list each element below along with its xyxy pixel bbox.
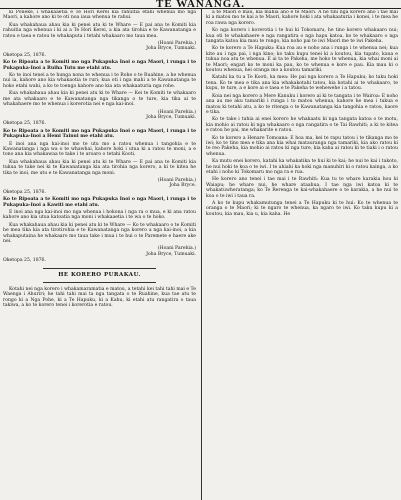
report-title: Ko te Ripoata a te Komiti mo nga Pukapuka Inoi o nga Maori, i runga i te Pukapuka-Inoi a Ruiha Tutu me etahi atu. <box>3 60 196 71</box>
article-paragraph: Kua whakahaua ahau kia ki penei atu ki te Whare — E pai ana te Komiti kia rahuitia nga whenua i ki ai a Te Hori Kerei, a kia ata tirohia e te Kawanatanga e ratou e taea e ratou te whakaputa i tetahi whakaaro mo taua mea. <box>3 22 196 39</box>
article-paragraph: Katahi ka tu a Te Kooti, ka mea: He pai nga korero a Te Hapuku; ko taku hoki tena. Ko te mea e tika ana kia whakakotahi tatou, kia kotahi ai te whakaaro, te kupu, te ture, a e kore ai e taea e te Pakeha te wehewehe i a tatou. <box>206 75 398 92</box>
signature: (Hoani Parehia.) <box>157 109 196 115</box>
signature: (Hoani Parehia.) <box>157 246 196 252</box>
dateline: Oketopa 25, 1876. <box>3 121 46 127</box>
signature: (Hoani Parehia.) <box>157 177 196 183</box>
article-paragraph: Ko te inoi tenei a te hunga nona te whenua i te Rohe o te Ruahine, a he whenua nui ia, kahore ano kia whakaotia te ruri; kua oti i nga mahi a te Kawanatanga te hoko etahi wahi, a ko te toenga kahore ano kia ata whakaaturia nga rohe. <box>3 73 196 89</box>
masthead: TE WANANGA. <box>0 0 401 9</box>
article-paragraph: E inoi ana nga kai-inoi mo nga whenua i hokona i nga ra o mua, e ki ana ratou kahore ano kia utua katoatia nga moni i whakaaetia i te wa o te hoko. <box>3 210 196 221</box>
signature: Joha Bryce, Tumuaki. <box>146 46 196 52</box>
section-rule <box>43 268 156 269</box>
article-paragraph: Ko nga korero i korerotia i te hui ki Tokomaru, he tino korero whakaaro nui; kua oti te whakahaere e nga rangatira o nga hapu katoa, ko te whakaaro o nga tangata katoa kia mau te rongo, kia noho pai te iwi Maori me te iwi Pakeha. <box>206 28 398 45</box>
section-heading: HE KORERO PURAKAU. <box>58 271 141 278</box>
right-column <box>206 10 398 500</box>
left-column <box>3 10 196 500</box>
article-paragraph: Kua whakahaua ahau kia ki penei atu ki te Whare — Kei te Komiti te whakaaro me ata whakaaro e te Kawanatanga nga tikanga o te ture, kia tika ai te whakahaere mo te whenua i korerotia nei e nga kai-inoi. <box>3 91 196 108</box>
article-paragraph: Koia nei nga korero a Mere Kanuku i korero ai ki te tangata i te Wairoa: E noho ana au me aku tamariki i runga i to matou whenua, kahore he mea i tukua e matou ki tetahi atu, a ko te ritenga o te Kawanatanga kia tangohia e ratou, kaore e tika. <box>206 93 398 115</box>
article-paragraph: Ko te korero a Te Hapuku: Kua roa au e noho ana i runga i te whenua nei; kua kite au i nga pai, i nga kino; ko taku kupu tenei ki a koutou, kia tupato, kaua e tukua noa atu te whenua. E ai ta te Pakeha, me hoko te whenua, kia whai moni ai te Maori; engari ko te moni ka pau, ko te whenua e kore e pau. Kia mau ki o koutou whenua, hei oranga mo a koutou tamariki. <box>206 46 398 74</box>
article-paragraph: Kua whakahaua ahau kia ki penei atu ki te Whare — Ko te whakaaro o te Komiti he mea tika kia ata tirotirohia e te Kawanatanga nga korero a nga kai-inoi, a kia whakaputaina he whakaaro mo taua take i mua i te hui o te Paremete e haere ake nei. <box>3 222 196 245</box>
column-divider <box>201 9 202 500</box>
article-paragraph: ki Poneke, i whakaaetia e Te Hori Kerei kia rahuitia etahi whenua mo nga Maori, a kahore ano ki te oti noa iaua whenua te rahui. <box>3 10 196 21</box>
article-paragraph: E inoi ana nga kai-inoi mo te utu mo a ratou whenua i tangohia e te Kawanatanga i nga wa o te whawhai, kahore hoki i utua ki a ratou te moni, a e tono ana kia whakawaa te take i te aroaro o tetahi Kooti. <box>3 141 196 158</box>
dateline: Oketopa 25, 1876. <box>3 52 46 58</box>
article-paragraph: A ko te kupu whakamutunga tenei a Te Hapuku ki te hui: Ko te whenua te oranga o te Maori; ki te ngaro te whenua, ka ngaro te iwi. Ko taku kupu ki a koutou, kia mau, kia u, kia kaha. He <box>206 201 398 217</box>
article-paragraph: a te Maori e mau, kia mahia ano e te Maori. A he tini nga korero ano i tae mai ki a matou mo te kai a te Maori, kahore hoki i ata whakaaturia i konei, i te mea he roa rawa nga korero. <box>206 10 398 26</box>
article-paragraph: Ka mutu enei korero, katahi ka whakatika te hui ki te kai; he nui te kai i takoto, he nui hoki te koa o te iwi. I te ahiahi ka hoki nga manuhiri ki o ratou kainga, a ko etahi i noho ki Tokomaru mo nga ra e rua. <box>206 159 398 175</box>
section-rule <box>43 282 156 283</box>
signature: (Hoani Parehia.) <box>157 41 196 47</box>
signature: Joha Bryce, Tumuaki. <box>146 251 196 257</box>
article-paragraph: Kua whakahaua ahau kia ki penei atu ki te Whare — E pai ana te Komiti kia tukua te take nei ki te Kawanatanga kia ata tirohia nga korero, a ki te kitea he tika te inoi, me utu e te Kawanatanga nga moni. <box>3 159 196 176</box>
signature: Joha Bryce, Tumuaki. <box>146 114 196 120</box>
article-paragraph: Kotahi nei nga korero i whakamaramatia e matou, a tetahi kei tahi tahi mai e Te Waenga i Ahuriri; he tahi tahi mai ta nga tangata o te Ruahine, kua tae atu te rongo ki a Nga Pohe, ki a Te Hapuku, ki a Kahu, ki etahi atu rangatira o taua takiwa, a ko te korero tenei i korerotia e ratou. <box>3 287 196 309</box>
dateline: Oketopa 25, 1876. <box>3 189 46 195</box>
report-title: Ko te Ripoata a te Komiti mo nga Pukapuka Inoi o nga Maori, i runga i te Pukapuka-Inoi a Hemi Tainui me etahi atu. <box>3 128 196 140</box>
article-paragraph: He korero ano tenei i tae mai i te Rawhiti: Kua tu te whare karakia hou ki Waiapu; he whare nui, he whare ataahua. I tae nga iwi katoa ki te whakatuwheratanga; ko Te Rerenga te kai-whakahaere o te karakia, a he nui te koa o te iwi i taua ra. <box>206 177 398 199</box>
report-title: Ko te Ripoata a te Komiti mo nga Pukapuka Inoi o nga Maori, i runga i te Pukapuka-Inoi a Kawiti me etahi atu. <box>3 197 196 208</box>
article-paragraph: Ko te korero a Henare Tomoana: E hoa ma, kei te rapu tatou i te tikanga mo te iwi; ko te tino mea e tika ana kia whai matauranga nga tamariki, kia ako ratou ki te reo Pakeha, kia mohio ai ratou ki nga ture, kia kaha ai ratou ki te tiaki i o ratou whenua. <box>206 135 398 157</box>
article-paragraph: Ko te take i tuhia ai enei korero he whakaatu ki nga tangata katoa o te motu, kia mohio ai ratou ki nga whakaaro o nga rangatira o te Tai Rawhiti; a ki te kitea e ratou he pai, me whakarite e ratou. <box>206 117 398 134</box>
dateline: Oketopa 25, 1876. <box>3 258 46 264</box>
signature: Joha Bryce. <box>169 183 196 189</box>
